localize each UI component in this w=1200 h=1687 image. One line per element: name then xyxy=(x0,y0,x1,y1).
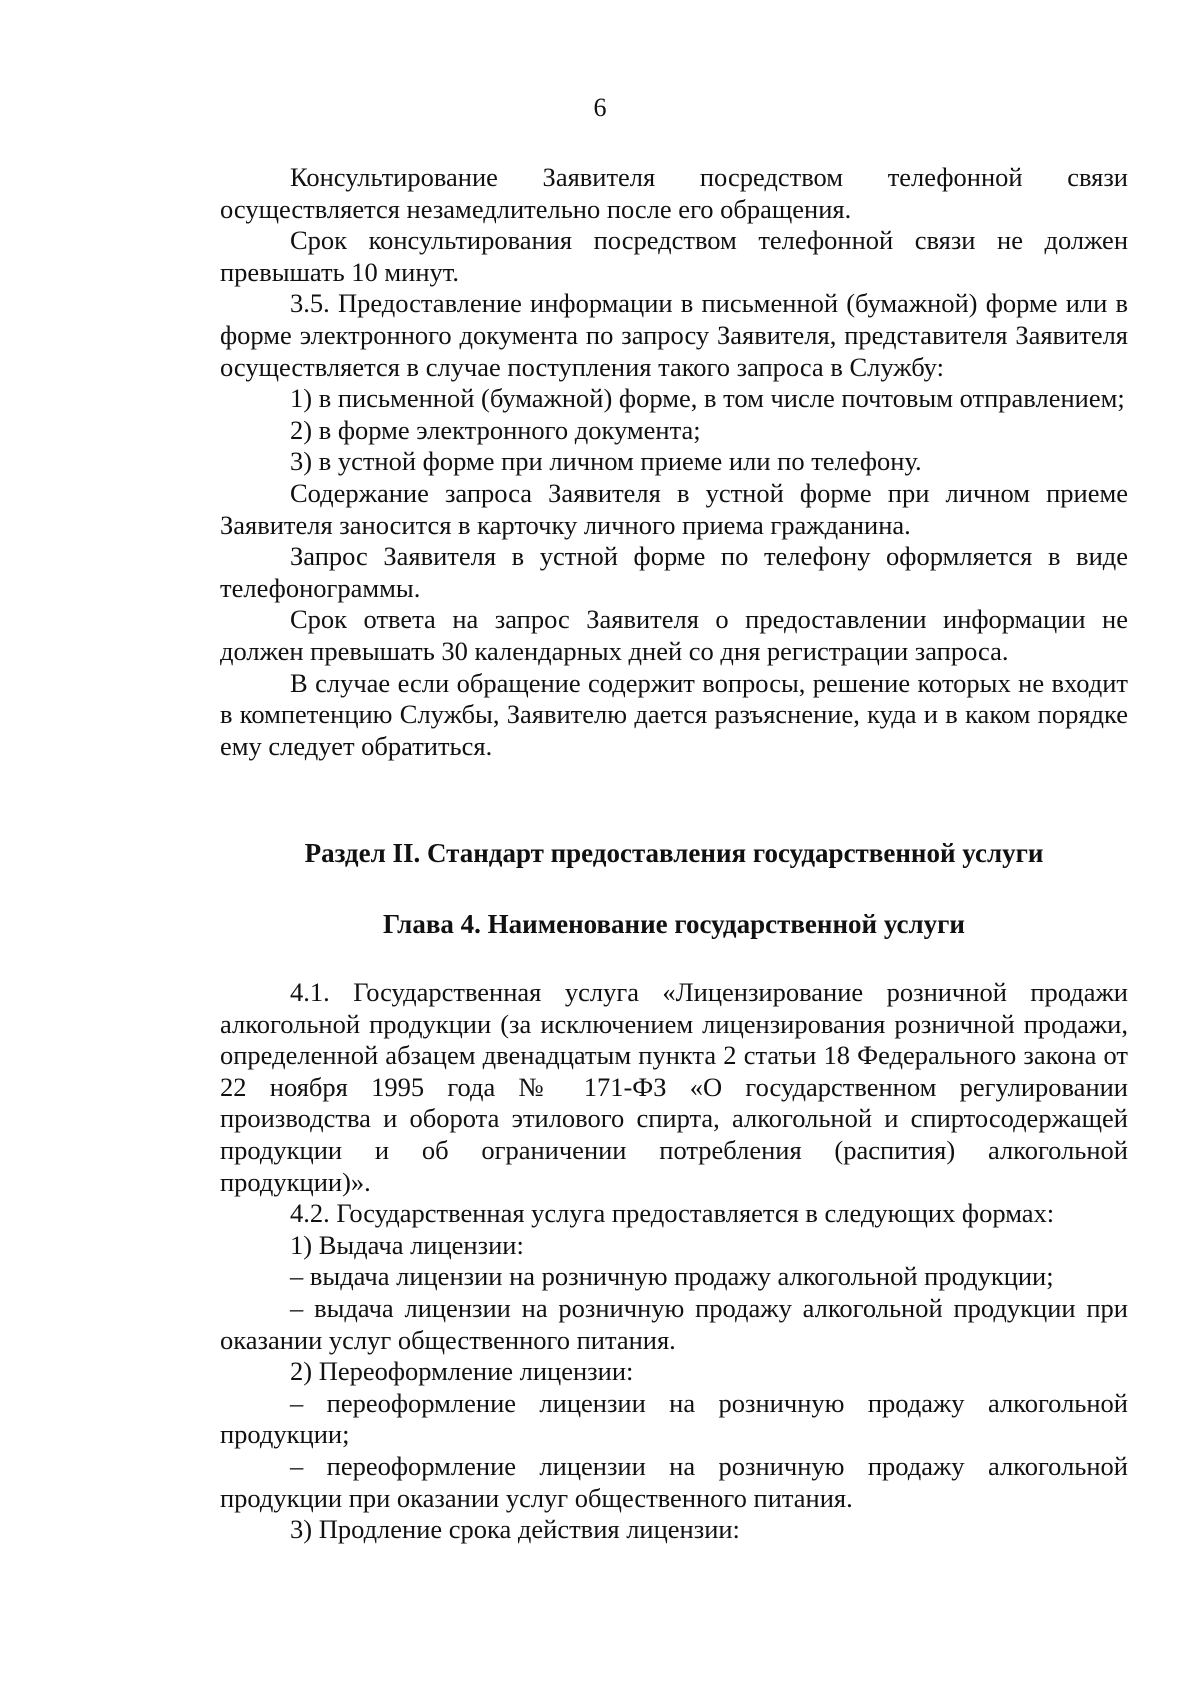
page-number: 6 xyxy=(593,93,607,122)
paragraph: 4.2. Государственная услуга предоставляется в следующих формах: xyxy=(290,1198,1055,1229)
list-item: – переоформление лицензии на розничную продажу алкогольной продукции при оказании услуг общественного питания. xyxy=(220,1450,1128,1513)
list-item: 3) в устной форме при личном приеме или по телефону. xyxy=(290,446,922,477)
list-item: 1) в письменной (бумажной) форме, в том числе почтовым отправлением; xyxy=(290,383,1125,414)
list-item: – переоформление лицензии на розничную продажу алкогольной продукции; xyxy=(220,1387,1128,1450)
list-item: 3) Продление срока действия лицензии: xyxy=(290,1514,740,1545)
list-item: 2) Переоформление лицензии: xyxy=(290,1356,634,1387)
section-heading: Раздел II. Стандарт предоставления государственной услуги xyxy=(304,838,1044,868)
list-item: – выдача лицензии на розничную продажу алкогольной продукции при оказании услуг общественного питания. xyxy=(220,1292,1128,1355)
paragraph: Запрос Заявителя в устной форме по телефону оформляется в виде телефонограммы. xyxy=(220,541,1128,603)
list-item: – выдача лицензии на розничную продажу алкогольной продукции; xyxy=(290,1261,1054,1292)
paragraph: Срок консультирования посредством телефонной связи не должен превышать 10 минут. xyxy=(220,225,1128,287)
list-item: 1) Выдача лицензии: xyxy=(290,1229,524,1260)
service-name-text-block xyxy=(220,977,1128,1546)
paragraph: Консультирование Заявителя посредством телефонной связи осуществляется незамедлительно после его обращения. xyxy=(220,162,1128,224)
paragraph: В случае если обращение содержит вопросы, решение которых не входит в компетенцию Службы, Заявителю дается разъяснение, куда и в каком порядке ему следует обратиться. xyxy=(220,667,1128,761)
paragraph: Содержание запроса Заявителя в устной форме при личном приеме Заявителя заносится в карточку личного приема гражданина. xyxy=(220,477,1128,540)
list-item: 2) в форме электронного документа; xyxy=(290,414,701,445)
paragraph: 4.1. Государственная услуга «Лицензирование розничной продажи алкогольной продукции (за исключением лицензирования розничной продажи, определенной абзацем двенадцатым пункта 2 статьи 18 Федерального закона от 22 ноября 1995 года № 171-ФЗ «О государственном регулировании производства и оборота этилового спирта, алкогольной и спиртосодержащей продукции и об ограничении потребления (распития) алкогольной продукции)». xyxy=(220,977,1128,1197)
consultation-text-block xyxy=(220,162,1128,762)
paragraph: Срок ответа на запрос Заявителя о предоставлении информации не должен превышать 30 календарных дней со дня регистрации запроса. xyxy=(220,604,1128,666)
paragraph: 3.5. Предоставление информации в письменной (бумажной) форме или в форме электронного документа по запросу Заявителя, представителя Заявителя осуществляется в случае поступления такого запроса в Службу: xyxy=(220,288,1128,382)
chapter-heading: Глава 4. Наименование государственной услуги xyxy=(383,909,965,939)
